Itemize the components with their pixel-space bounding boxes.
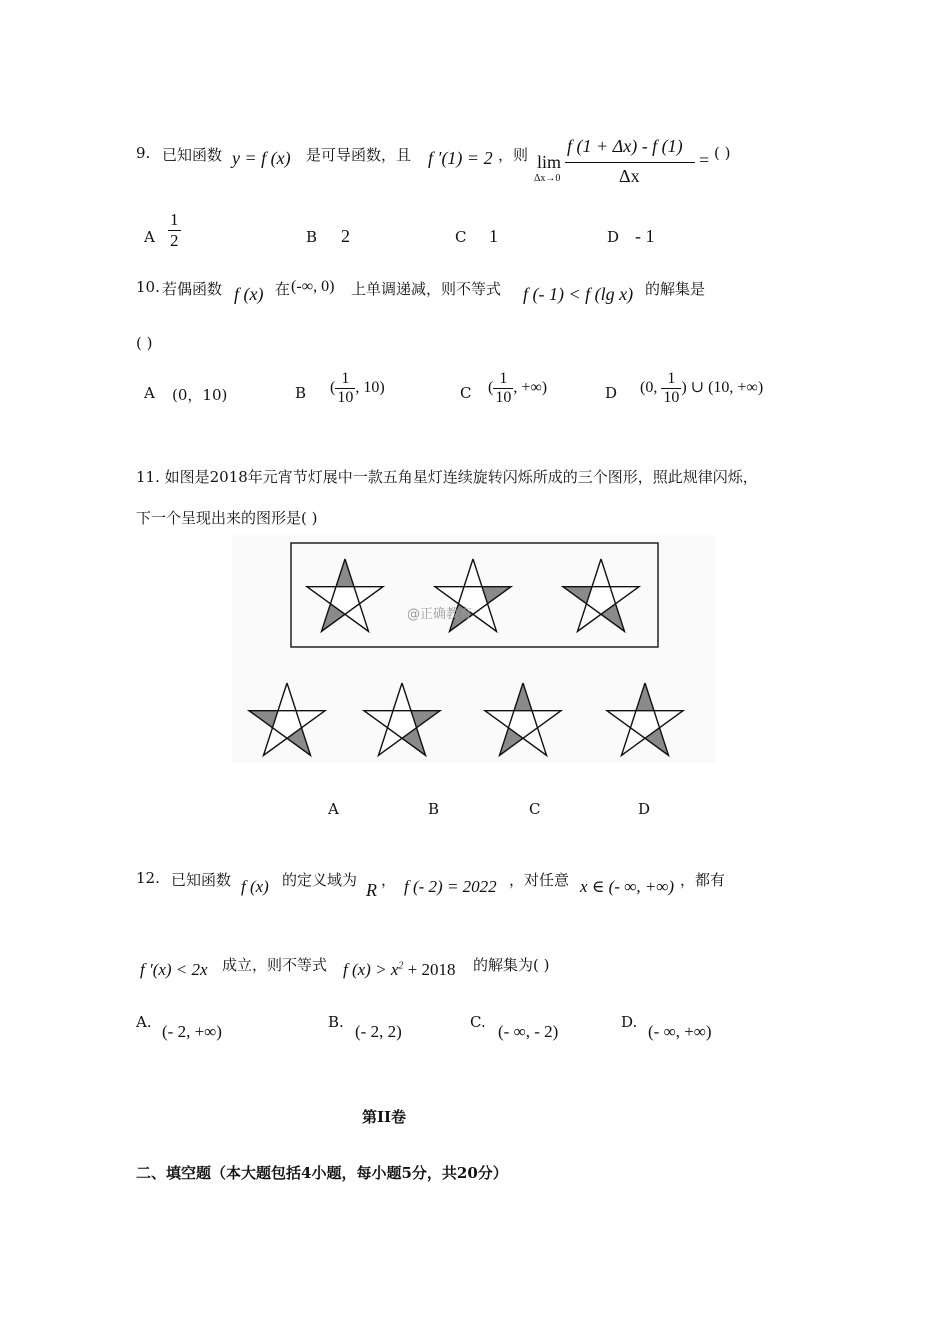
- section-heading: 二、填空题（本大题包括4小题，每小题5分，共20分）: [136, 1164, 508, 1182]
- q12-expr3: x ∈ (- ∞, +∞): [580, 877, 675, 896]
- q10-number: 10.: [136, 278, 160, 296]
- q12-expr1: f (x): [241, 877, 269, 896]
- q9-equals: =: [699, 150, 710, 170]
- q10-expr1: f (x): [234, 284, 264, 304]
- q10-stem-end: 的解集是: [645, 280, 706, 298]
- q11-option-b-label: B: [428, 800, 440, 818]
- q9-number: 9.: [136, 144, 151, 162]
- star-point: [592, 559, 610, 587]
- q10-option-b-value: ( $\frac{1}{10}$ , 10): [330, 370, 385, 406]
- q9-paren: ( ): [714, 144, 731, 162]
- q9-lim-sub: Δx→0: [534, 173, 561, 184]
- q12-option-b-value: (- 2, 2): [355, 1022, 402, 1041]
- q9-option-b-value: 2: [341, 226, 350, 246]
- q11-figure-svg: [232, 535, 716, 763]
- q11-option-d-label: D: [638, 800, 651, 818]
- q12-option-c-letter: C.: [470, 1013, 486, 1031]
- q9-numerator: f (1 + Δx) - f (1): [567, 136, 683, 156]
- q12-stem-end: ，都有: [680, 871, 726, 889]
- q9-option-c-letter: C: [455, 228, 467, 246]
- q10-option-a-value: (0，10): [172, 386, 228, 404]
- q10-paren: ( ): [136, 334, 153, 352]
- q9-fraction-bar: [565, 162, 695, 163]
- q12-sep1: ，: [381, 871, 397, 889]
- q9-expr1: y = f (x): [232, 148, 291, 168]
- q12-expr4: f ′(x) < 2x: [140, 960, 208, 979]
- q9-expr2: f ′(1) = 2: [428, 148, 493, 168]
- option-a-star: [249, 683, 325, 755]
- q10-stem-mid: 在: [275, 280, 291, 298]
- q10-interval: (-∞, 0): [291, 278, 335, 295]
- star-point: [514, 683, 532, 711]
- q9-stem-mid2: ，则: [498, 146, 529, 164]
- star-point: [393, 683, 411, 711]
- option-c-star: [485, 683, 561, 755]
- q9-option-b-letter: B: [306, 228, 318, 246]
- q11-option-c-label: C: [529, 800, 541, 818]
- q10-stem-mid2: 上单调递减，则不等式: [351, 280, 502, 298]
- star-point: [636, 683, 654, 711]
- q12-expr5: f $(x) > x^2 + 2018$: [343, 960, 456, 979]
- q9-option-c-value: 1: [489, 226, 498, 246]
- q12-option-c-value: (- ∞, - 2): [498, 1022, 559, 1041]
- q9-denominator: Δx: [619, 166, 640, 186]
- q10-option-a-letter: A: [144, 384, 155, 402]
- q12-option-a-letter: A.: [136, 1013, 152, 1031]
- q12-stem-mid: 的定义域为: [282, 871, 358, 889]
- q12-line2-mid: 成立，则不等式: [222, 956, 328, 974]
- q11-line1: 11. 如图是2018年元宵节灯展中一款五角星灯连续旋转闪烁所成的三个图形，照此规律闪烁，: [136, 468, 758, 486]
- q9-option-a-fraction: $\frac{1}{2}$: [170, 210, 179, 250]
- section-title: 第II卷: [362, 1108, 407, 1126]
- star-point: [278, 683, 296, 711]
- option-b-star: [364, 683, 440, 755]
- q10-option-d-value: (0, $\frac{1}{10}$ ) ∪ (10, +∞): [640, 370, 764, 406]
- q10-option-d-letter: D: [605, 384, 618, 402]
- q10-option-c-value: ( $\frac{1}{10}$ , +∞): [488, 370, 548, 406]
- q11-option-a-label: A: [328, 800, 339, 818]
- q9-option-d-letter: D: [607, 228, 620, 246]
- q12-option-d-letter: D.: [621, 1013, 638, 1031]
- q9-stem-mid: 是可导函数，且: [306, 146, 412, 164]
- q12-expr-r: R: [366, 880, 377, 900]
- given-star-3: [563, 559, 639, 631]
- q10-option-c-letter: C: [460, 384, 472, 402]
- watermark: @正确教育: [407, 607, 473, 622]
- q12-line2-end: 的解集为( ): [473, 956, 550, 974]
- star-point: [336, 559, 354, 587]
- option-d-star: [607, 683, 683, 755]
- q9-stem-pre: 已知函数: [162, 146, 223, 164]
- q11-figure: [232, 535, 716, 763]
- q9-option-a-letter: A: [144, 228, 155, 246]
- q12-option-d-value: (- ∞, +∞): [648, 1022, 712, 1041]
- q11-line2: 下一个呈现出来的图形是( ): [136, 509, 318, 527]
- q9-option-d-value: - 1: [635, 226, 655, 246]
- given-star-1: [307, 559, 383, 631]
- q12-option-b-letter: B.: [328, 1013, 344, 1031]
- q12-expr2: f (- 2) = 2022: [404, 877, 497, 896]
- star-point: [464, 559, 482, 587]
- q12-stem-pre: 已知函数: [171, 871, 232, 889]
- q9-lim: lim: [537, 152, 562, 172]
- q12-number: 12.: [136, 869, 160, 887]
- q12-option-a-value: (- 2, +∞): [162, 1022, 222, 1041]
- q10-stem-pre: 若偶函数: [162, 280, 223, 298]
- q10-option-b-letter: B: [295, 384, 307, 402]
- q10-expr2: f (- 1) < f (lg x): [523, 284, 634, 304]
- q12-stem-mid2: ，对任意: [509, 871, 570, 889]
